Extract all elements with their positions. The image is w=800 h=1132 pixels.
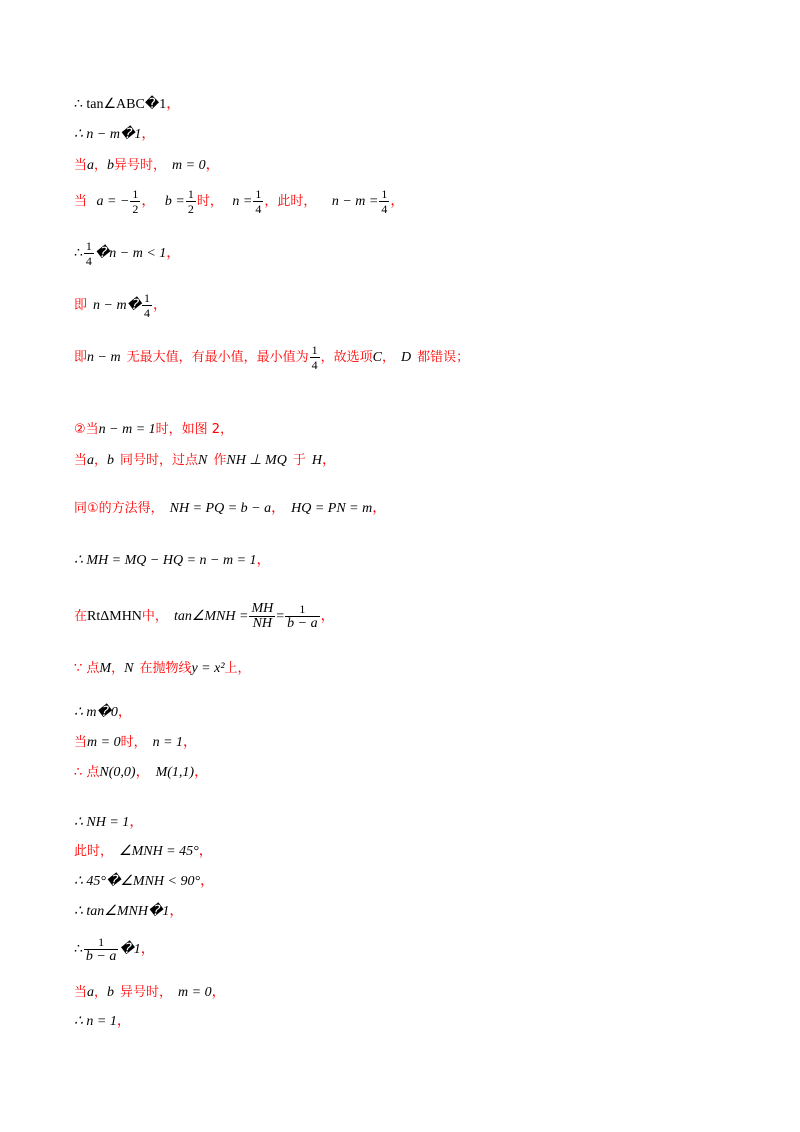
math: RtΔMHN <box>87 609 142 624</box>
line-opposite-sign <box>74 157 220 175</box>
text: 在抛物线 <box>139 661 192 676</box>
comma: ， <box>198 844 213 859</box>
comma: ， <box>135 765 150 780</box>
math: a = − <box>96 194 130 209</box>
comma: ， <box>320 609 335 624</box>
line-case-2 <box>74 421 233 439</box>
comma: ， <box>372 501 387 516</box>
line-i-e <box>74 290 167 322</box>
text: 异号时， <box>114 158 167 173</box>
text: 无最大值，有最小值，最小值为 <box>126 350 309 365</box>
fraction: $\frac{1}{4}$ <box>311 343 318 373</box>
text: 都错误； <box>417 350 470 365</box>
text: 作 <box>213 453 227 468</box>
line-angle-range <box>74 873 214 891</box>
math: ∴ tan∠ABC�1 <box>74 97 167 112</box>
comma: ， <box>183 735 198 750</box>
math: N(0,0) <box>99 765 136 780</box>
math: ∴ NH = 1 <box>74 815 130 830</box>
text: 当 <box>74 735 88 750</box>
math: M(1,1) <box>155 765 195 780</box>
math: ∴ n − m�1 <box>74 127 142 142</box>
text: 异号时， <box>120 985 173 1000</box>
math: m = 0 <box>87 735 121 750</box>
text: ，此时， <box>264 194 317 209</box>
line-range <box>74 238 180 270</box>
line-m-eq-0 <box>74 734 197 752</box>
line-angle-45 <box>74 843 213 861</box>
math: N <box>198 453 208 468</box>
math: n − m = <box>331 194 379 209</box>
line-example-values <box>74 186 404 218</box>
text: ， <box>94 158 108 173</box>
math: ∴ <box>74 942 83 957</box>
comma: ， <box>166 97 181 112</box>
text: ∵ 点 <box>74 661 100 676</box>
text: 此时， <box>74 844 114 859</box>
text: ∴ 点 <box>74 765 100 780</box>
fraction: $\frac{1}{4}$ <box>255 187 262 217</box>
text: 时，如图 2， <box>155 422 234 437</box>
comma: ， <box>390 194 405 209</box>
math: b <box>107 158 115 173</box>
comma: ， <box>321 453 336 468</box>
fraction: $\frac{1}{2}$ <box>132 187 139 217</box>
math: �n − m < 1 <box>94 246 167 261</box>
line-n-minus-m <box>74 126 155 144</box>
text: ， <box>111 661 125 676</box>
text: 当 <box>74 453 88 468</box>
line-same-method <box>74 500 386 518</box>
math: NH ⊥ MQ <box>226 453 287 468</box>
math: b = <box>164 194 185 209</box>
text: 即 <box>74 298 88 313</box>
line-same-sign <box>74 452 336 470</box>
text: 当 <box>74 985 88 1000</box>
math: n − m <box>87 350 121 365</box>
line-conclusion-1 <box>74 342 469 374</box>
math: H <box>311 453 322 468</box>
text: 中， <box>141 609 168 624</box>
math: ∠MNH = 45° <box>119 844 199 859</box>
math: ∴ n = 1 <box>74 1014 117 1029</box>
comma: ， <box>211 985 226 1000</box>
math: M <box>99 661 112 676</box>
text: 当 <box>74 194 88 209</box>
math: N <box>124 661 134 676</box>
text: 时， <box>120 735 147 750</box>
text: 当 <box>74 158 88 173</box>
math: ∴ MH = MQ − HQ = n − m = 1 <box>74 553 257 568</box>
comma: ， <box>152 298 167 313</box>
fraction: $\frac{1}{b - a}$ <box>287 602 318 632</box>
text: 时， <box>196 194 223 209</box>
comma: ， <box>129 815 144 830</box>
line-m-ge-0 <box>74 704 132 722</box>
text: 同号时，过点 <box>120 453 199 468</box>
comma: ， <box>166 246 181 261</box>
text: ②当 <box>74 422 99 437</box>
text: 上， <box>224 661 251 676</box>
math: m = 0 <box>172 158 206 173</box>
math: NH = PQ = b − a <box>169 501 272 516</box>
text: 在 <box>74 609 88 624</box>
fraction: $\frac{1}{4}$ <box>85 239 92 269</box>
line-tan-mnh: 在RtΔMHN中， tan∠MNH = $\frac{MH}{NH}$ = $\frac{1}{b - a}$ ， <box>74 601 335 632</box>
math: n − m� <box>93 298 141 313</box>
math: b <box>107 985 115 1000</box>
comma: ， <box>205 158 220 173</box>
math: ∴ 45°�∠MNH < 90° <box>74 874 201 889</box>
math: ∴ <box>74 246 83 261</box>
math: y = x² <box>191 661 225 676</box>
line-opposite-sign-2 <box>74 984 226 1002</box>
math: n = 1 <box>152 735 184 750</box>
text: ， <box>381 350 395 365</box>
comma: ， <box>141 194 156 209</box>
math: ∴ tan∠MNH�1 <box>74 904 170 919</box>
math: a <box>87 985 95 1000</box>
math: D <box>400 350 412 365</box>
fraction: $\frac{1}{4}$ <box>143 291 150 321</box>
math: b <box>107 453 115 468</box>
line-on-parabola <box>74 660 251 678</box>
comma: ， <box>116 1014 131 1029</box>
comma: ， <box>140 942 155 957</box>
line-tan-abc <box>74 96 180 114</box>
comma: ， <box>271 501 286 516</box>
text: ， <box>94 985 108 1000</box>
comma: ， <box>200 874 215 889</box>
line-nh-eq-1 <box>74 814 143 832</box>
math: HQ = PN = m <box>291 501 373 516</box>
math: ∴ m�0 <box>74 705 118 720</box>
math: n = <box>232 194 253 209</box>
fraction: $\frac{1}{b - a}$ <box>85 935 117 965</box>
text: 于 <box>292 453 306 468</box>
text: 同①的方法得， <box>74 501 164 516</box>
math: n − m = 1 <box>98 422 156 437</box>
line-points <box>74 764 208 782</box>
fraction: $\frac{MH}{NH}$ <box>251 601 274 632</box>
math: m = 0 <box>178 985 212 1000</box>
text: ，故选项 <box>320 350 373 365</box>
fraction: $\frac{1}{4}$ <box>381 187 388 217</box>
math: a <box>87 158 95 173</box>
line-n-eq-1 <box>74 1013 131 1031</box>
comma: ， <box>117 705 132 720</box>
comma: ， <box>169 904 184 919</box>
line-mh <box>74 552 271 570</box>
math: a <box>87 453 95 468</box>
comma: ， <box>256 553 271 568</box>
math: tan∠MNH = <box>173 609 249 624</box>
line-tan-ge-1 <box>74 903 183 921</box>
text: 即 <box>74 350 88 365</box>
math: �1 <box>119 942 141 957</box>
text: ， <box>94 453 108 468</box>
comma: ， <box>141 127 156 142</box>
fraction: $\frac{1}{2}$ <box>187 187 194 217</box>
math: C <box>372 350 382 365</box>
line-inverse-ba <box>74 932 155 968</box>
comma: ， <box>194 765 209 780</box>
